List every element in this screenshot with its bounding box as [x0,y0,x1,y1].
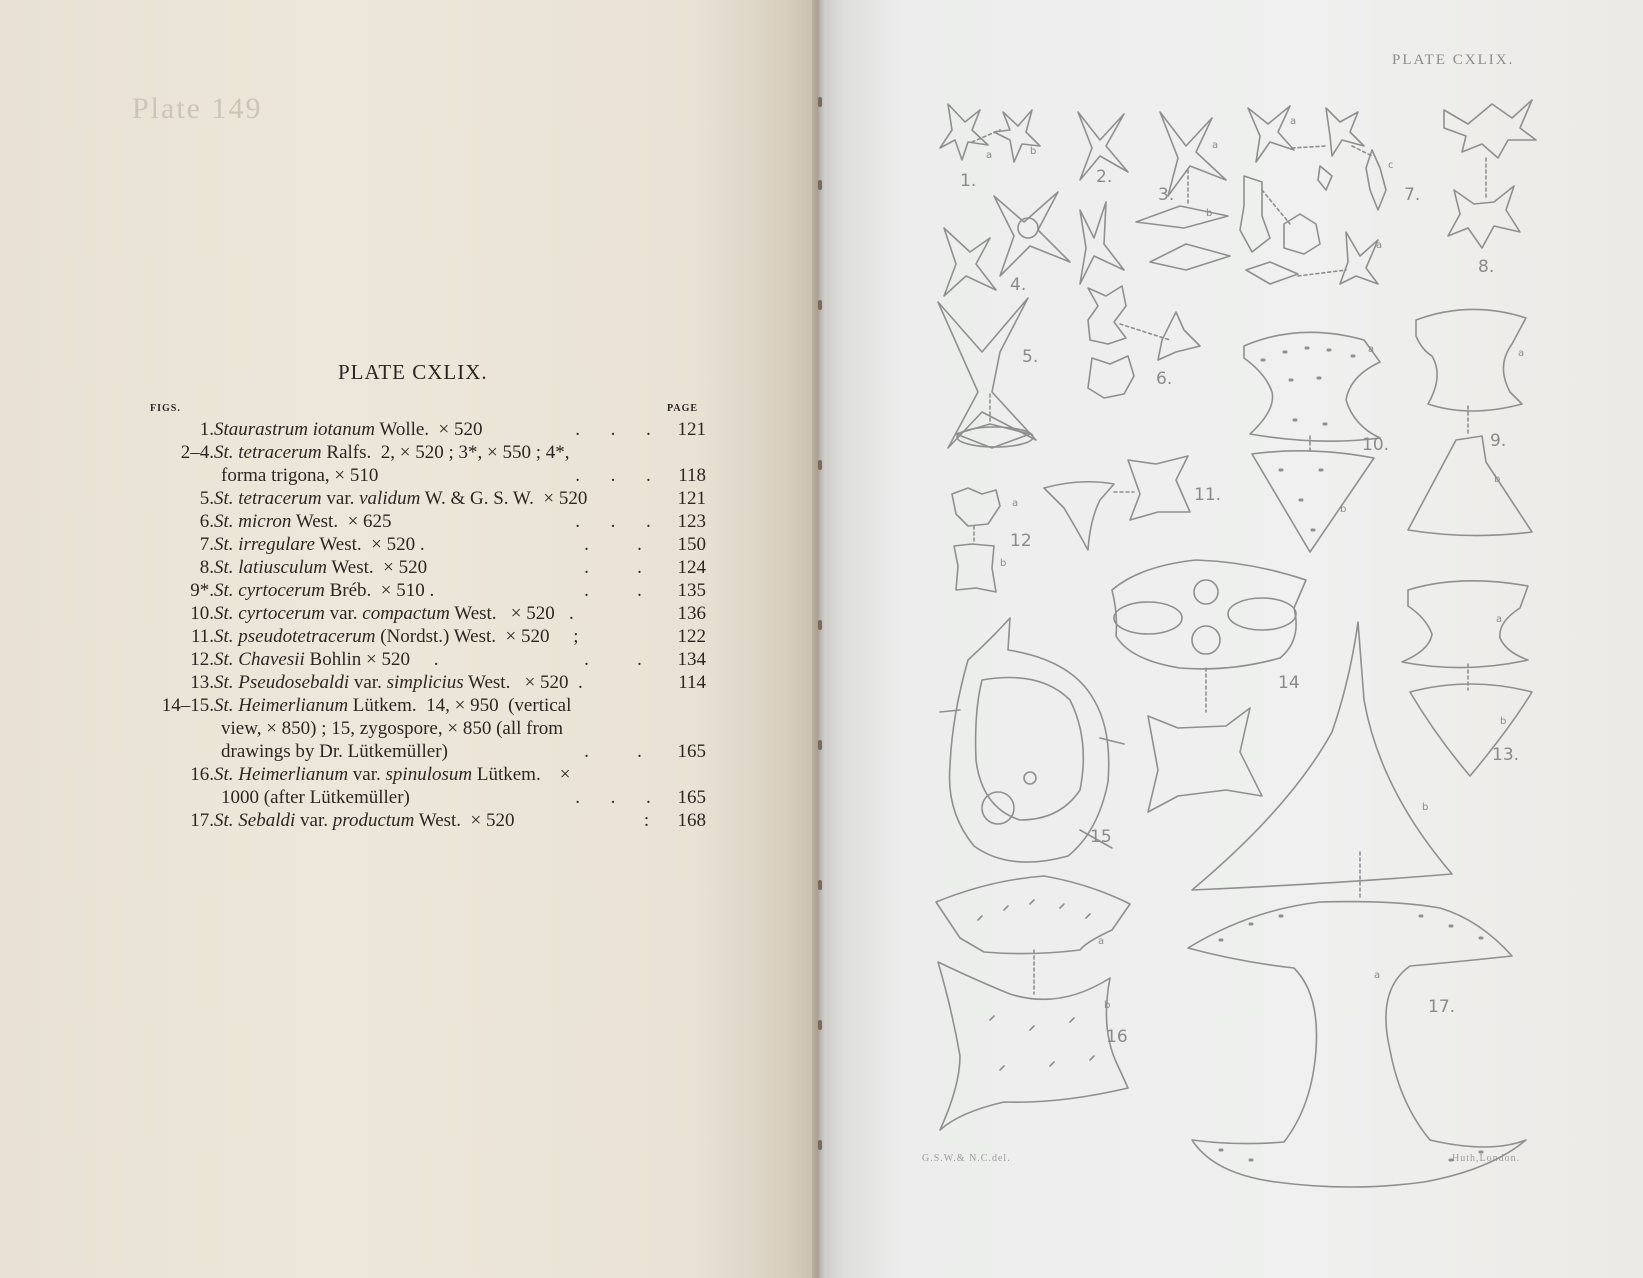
figure-9-drawing [1408,309,1532,535]
sublabel: b [1030,146,1037,157]
entry-text: St. cyrtocerum Bréb. × 510 . [214,580,435,601]
fig-number: 2–4. [180,442,214,463]
figure-label: 8. [1478,257,1495,277]
figure-7-drawing [1240,106,1386,284]
figure-label: 16 [1106,1027,1128,1047]
figure-label: 17. [1428,997,1456,1017]
sublabel: b [1000,558,1007,569]
sublabel: a [1496,614,1503,625]
figure-label: 10. [1362,435,1390,455]
entry-text: St. tetracerum var. validum W. & G. S. W. × 520 [214,488,588,509]
entry-text-continued: forma trigona, × 510 [221,465,379,486]
fig-number: 16. [190,764,214,785]
fig-number: 14–15. [161,695,214,716]
sublabel: b [1206,208,1213,219]
figure-14-drawing [1112,560,1306,812]
figure-label: 3. [1158,185,1175,205]
plate-title-right: PLATE CXLIX. [1392,52,1515,68]
figure-8-drawing [1444,100,1536,248]
page-column-header: PAGE [667,403,699,414]
figure-3-drawing [1136,112,1230,270]
figure-12-drawing [952,488,1000,592]
fig-number: 10. [190,603,214,624]
sublabel: a [1376,240,1383,251]
sublabel: b [1340,504,1347,515]
figure-11-drawing [1044,456,1190,550]
printer-credit: Huth,London. [1452,1153,1521,1164]
figure-5-drawing [938,298,1039,448]
sublabel: b [1422,802,1429,813]
figure-label: 4. [1010,275,1027,295]
sublabel: a [1212,140,1219,151]
fig-number: 5. [199,488,214,509]
entry-text: St. tetracerum Ralfs. 2, × 520 ; 3*, × 550 ; 4*, [214,442,570,463]
sublabel: a [1368,344,1375,355]
page-number: 114 [678,672,706,693]
entry-text: St. Pseudosebaldi var. simplicius West. × 520 . [214,672,583,693]
sublabel: b [1104,1000,1111,1011]
entry-text-continued: drawings by Dr. Lütkemüller) [221,741,448,762]
fig-number: 6. [199,511,214,532]
figure-10-drawing [1244,332,1380,552]
figs-column-header: FIGS. [150,403,181,414]
sublabel: a [986,150,993,161]
entry-text: St. micron West. × 625 [214,511,392,532]
figure-6-drawing [1088,286,1200,398]
entry-text: St. cyrtocerum var. compactum West. × 520 . [214,603,574,624]
page-number: 134 [677,649,706,670]
sublabel: a [1012,498,1019,509]
entry-text-continued: 1000 (after Lütkemüller) [221,787,410,808]
entry-text: St. latiusculum West. × 520 [214,557,428,578]
fig-number: 11. [190,626,214,647]
page-number: 165 [677,787,706,808]
entry-text: St. Heimerlianum var. spinulosum Lütkem. × [214,764,571,785]
fig-number: 7. [199,534,214,555]
page-number: 124 [677,557,706,578]
page-number: 121 [677,419,706,440]
figure-label: 6. [1156,369,1173,389]
fig-number: 17. [190,810,214,831]
fig-number: 8. [199,557,214,578]
plate-title: PLATE CXLIX. [338,360,488,384]
entry-text: St. Chavesii Bohlin × 520 . [214,649,439,670]
figure-label: 9. [1490,431,1507,451]
entry-text: St. Sebaldi var. productum West. × 520 [214,810,515,831]
figure-label: 12 [1010,531,1032,551]
artist-credit: G.S.W.& N.C.del. [922,1153,1011,1164]
sublabel: a [1290,116,1297,127]
fig-number: 9*. [190,580,214,601]
fig-number: 12. [190,649,214,670]
sublabel: b [1500,716,1507,727]
page-number: 121 [677,488,706,509]
page-number: 123 [677,511,706,532]
page-number: 168 [677,810,706,831]
fig-number: 1. [199,419,214,440]
figure-label: 5. [1022,347,1039,367]
sublabel: a [1518,348,1525,359]
figure-16-drawing [936,876,1130,1130]
entry-text: St. irregulare West. × 520 . [214,534,425,555]
entry-text-continued: view, × 850) ; 15, zygospore, × 850 (all from [221,718,564,739]
sublabel: a [1098,936,1105,947]
figure-label: 11. [1194,485,1222,505]
figure-17-drawing [1188,622,1526,1187]
figure-label: 7. [1404,185,1421,205]
page-number: 136 [677,603,706,624]
entry-text: St. Heimerlianum Lütkem. 14, × 950 (vertical [214,695,572,716]
bleed-through-text: Plate 149 [132,92,263,125]
sublabel: b [1494,474,1501,485]
page-number: 150 [677,534,706,555]
page-number: 118 [678,465,706,486]
sublabel: a [1374,970,1381,981]
figure-label: 15 [1090,827,1112,847]
figure-label: 14 [1278,673,1300,693]
entry-text: Staurastrum iotanum Wolle. × 520 [214,419,483,440]
figure-4-drawing [944,192,1124,296]
figure-label: 2. [1096,167,1113,187]
figure-label: 1. [960,171,977,191]
figure-15-drawing [940,618,1124,862]
fig-number: 13. [190,672,214,693]
entry-text: St. pseudotetracerum (Nordst.) West. × 520 ; [214,626,579,647]
figure-label: 13. [1492,745,1520,765]
page-number: 135 [677,580,706,601]
page-number: 165 [677,741,706,762]
sublabel: c [1388,160,1394,171]
page-number: 122 [677,626,706,647]
